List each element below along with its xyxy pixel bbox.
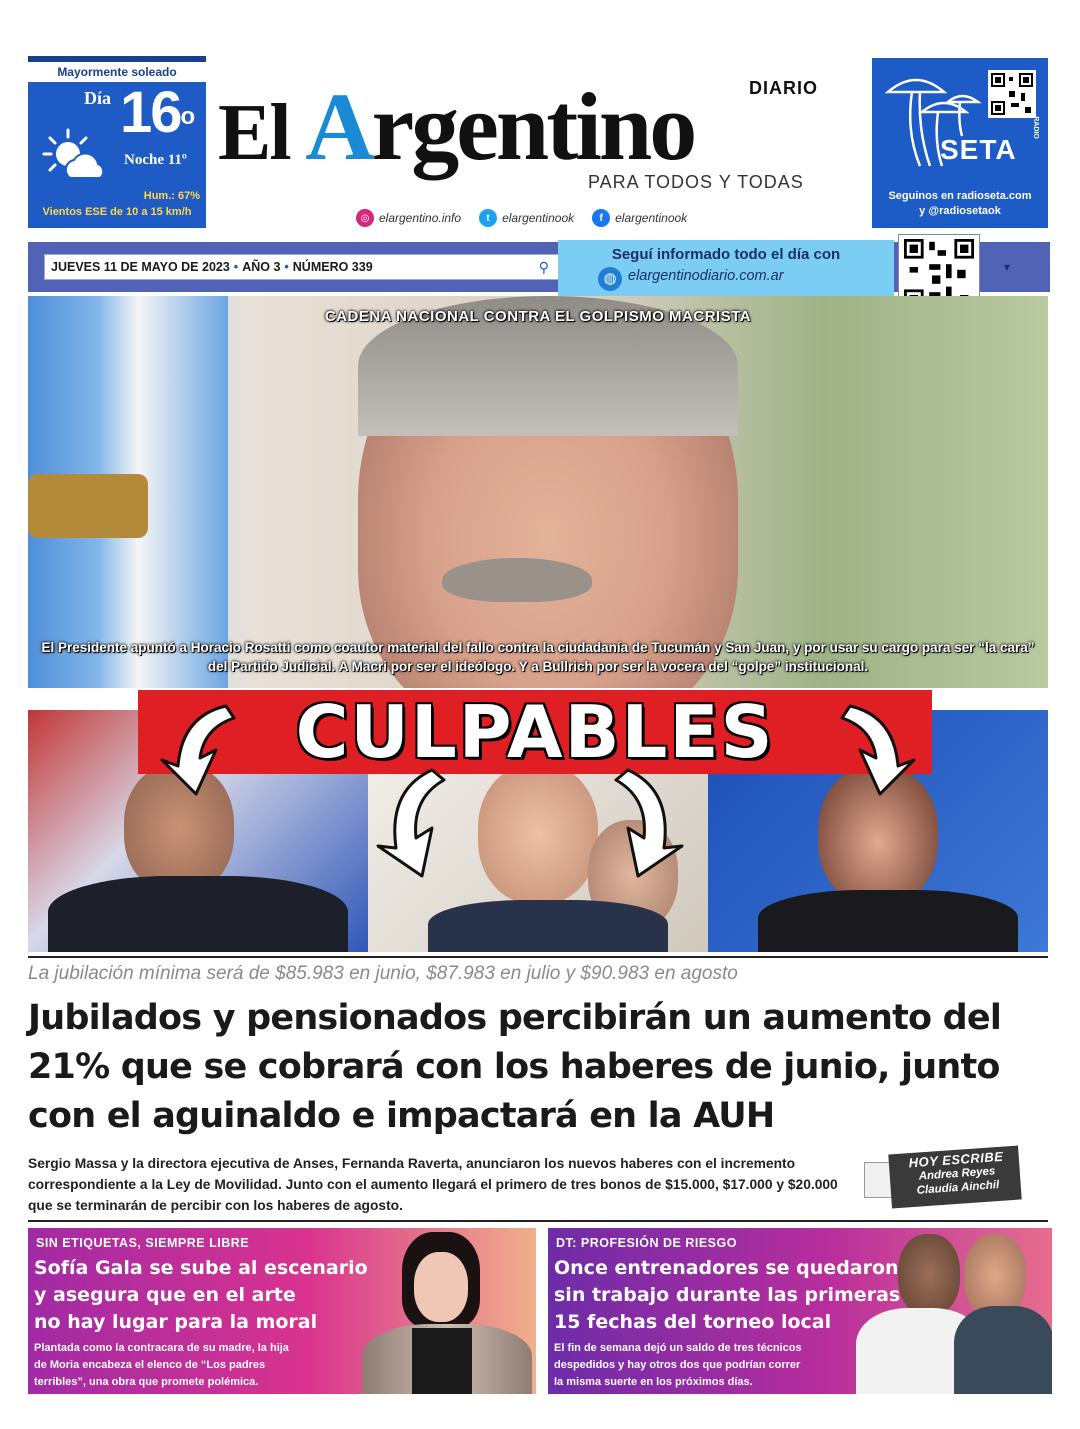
issue-number: NÚMERO 339	[292, 260, 373, 274]
weather-day-label: Día	[84, 88, 111, 108]
curved-arrow-icon	[616, 770, 682, 876]
weather-panel	[28, 82, 206, 228]
weather-box	[28, 56, 206, 228]
hoy-escribe-text	[895, 1148, 1020, 1199]
arrow-icons	[28, 690, 1048, 952]
brand-diario: DIARIO	[749, 78, 818, 98]
weather-humidity: Hum.: 67%	[143, 190, 200, 202]
date-bar	[28, 242, 1050, 292]
weather-night: Noche 11º	[124, 152, 187, 168]
social-facebook[interactable]	[592, 207, 687, 229]
flag-tassel	[28, 474, 148, 538]
brand-rest: rgentino	[371, 73, 695, 180]
teaser-entrenadores[interactable]	[548, 1228, 1052, 1394]
brand-wordmark	[218, 72, 694, 188]
hoy-escribe-box	[860, 1148, 1022, 1210]
social-facebook-label: elargentinook	[615, 211, 688, 225]
main-story-pretitle: La jubilación mínima será de $85.983 en junio, $87.983 en julio y $90.983 en agosto	[28, 963, 738, 984]
instagram-icon: ◎	[356, 209, 374, 227]
main-lead: Sergio Massa y la directora ejecutiva de Anses, Fernanda Raverta, anunciaron los nuevos haberes con el incremento correspondiente a la Ley de Movilidad. Junto con el aumento llegará el primero de tres bonos de $15.000, $17.000 y $20.000 que se terminarán de percibir con los haberes de agosto.	[28, 1156, 838, 1213]
partly-sunny-icon	[40, 126, 110, 186]
sofia-top	[412, 1328, 472, 1394]
chevron-down-icon[interactable]: ▾	[1003, 260, 1010, 274]
dot-separator: •	[284, 260, 289, 274]
brand-a: A	[305, 73, 372, 180]
teaser-title-line: sin trabajo durante las primeras	[554, 1284, 901, 1306]
teaser-title	[34, 1255, 368, 1336]
teaser-title-line: no hay lugar para la moral	[34, 1311, 318, 1333]
brand-el: El	[218, 89, 290, 177]
hero-kicker: CADENA NACIONAL CONTRA EL GOLPISMO MACRISTA	[324, 308, 752, 325]
weather-temp-value: 16	[120, 80, 181, 145]
twitter-icon: t	[479, 209, 497, 227]
weather-wind: Vientos ESE de 10 a 15 km/h	[42, 206, 192, 218]
teaser-title	[554, 1255, 900, 1336]
teaser-text-line: Plantada como la contracara de su madre, la hija	[34, 1342, 289, 1354]
main-headline[interactable]: Jubilados y pensionados percibirán un aumento del 21% que se cobrará con los haberes de junio, junto con el aguinaldo e impactará en la AUH	[28, 998, 1002, 1136]
curved-arrow-icon	[378, 770, 444, 876]
teaser-kicker: DT: PROFESIÓN DE RIESGO	[556, 1236, 737, 1250]
teaser-title-line: Once entrenadores se quedaron	[554, 1257, 899, 1279]
teaser-text-line: terribles”, una obra que promete polémica.	[34, 1376, 259, 1388]
dot-separator: •	[233, 260, 239, 274]
date-search-field[interactable]	[44, 254, 560, 280]
globe-icon: ◍	[598, 267, 622, 291]
teaser-text-line: despedidos y hay otros dos que podrían correr	[554, 1359, 801, 1371]
teaser-title-line: Sofía Gala se sube al escenario	[34, 1257, 368, 1279]
hero-photo[interactable]	[28, 296, 1048, 688]
teaser-kicker: SIN ETIQUETAS, SIEMPRE LIBRE	[36, 1236, 250, 1250]
section-divider	[28, 956, 1048, 958]
social-instagram[interactable]	[356, 207, 461, 229]
seta-line2: y @radiosetaok	[919, 205, 1001, 217]
social-twitter[interactable]	[479, 207, 574, 229]
qr-code-icon	[988, 70, 1036, 118]
brand-slogan: PARA TODOS Y TODAS	[588, 172, 804, 192]
follow-web-banner[interactable]	[558, 240, 894, 296]
issue-date: JUEVES 11 DE MAYO DE 2023	[51, 260, 230, 274]
issue-year: AÑO 3	[242, 260, 281, 274]
sofia-gala-photo	[342, 1228, 536, 1394]
hoy-escribe-label: HOY ESCRIBE	[908, 1148, 1004, 1171]
weather-degree: o	[180, 103, 194, 130]
culpables-section[interactable]	[28, 690, 1048, 952]
section-divider	[28, 1220, 1048, 1222]
facebook-icon: f	[592, 209, 610, 227]
weather-condition: Mayormente soleado	[28, 62, 206, 82]
follow-title: Seguí informado todo el día con	[611, 246, 841, 263]
coach2-body	[954, 1306, 1052, 1394]
writer-name: Andrea Reyes	[918, 1165, 996, 1183]
social-instagram-label: elargentino.info	[379, 211, 462, 225]
teaser-title-line: 15 fechas del torneo local	[554, 1311, 832, 1333]
hero-caption: El Presidente apuntó a Horacio Rosatti como coautor material del fallo contra la ciudadanía de Tucumán y San Juan, y por usar su cargo para ser “la cara” del Partido Judicial. A Macri por ser el ideólogo. Y a Bullrich por ser la vocera del “golpe” institucional.	[41, 640, 1035, 674]
seta-line1: Seguinos en radioseta.com	[888, 190, 1032, 202]
seta-name: SETA	[940, 134, 1017, 165]
teaser-sofia-gala[interactable]	[28, 1228, 536, 1394]
coach1-head	[898, 1234, 960, 1316]
teaser-text	[554, 1340, 802, 1391]
weather-temp-day	[120, 82, 193, 144]
curved-arrow-icon	[162, 706, 234, 794]
social-links	[356, 207, 687, 229]
teaser-text-line: El fin de semana dejó un saldo de tres técnicos	[554, 1342, 802, 1354]
portrait-mustache	[442, 558, 592, 602]
follow-url[interactable]: elargentinodiario.com.ar	[628, 268, 784, 284]
teaser-title-line: y asegura que en el arte	[34, 1284, 296, 1306]
teaser-text	[34, 1340, 289, 1391]
writer-name: Claudia Ainchil	[916, 1179, 1000, 1197]
teaser-text-line: la misma suerte en los próximos días.	[554, 1376, 753, 1388]
culpables-word: CULPABLES	[295, 690, 775, 774]
seta-radio-ad[interactable]	[872, 58, 1048, 228]
social-twitter-label: elargentinook	[502, 211, 575, 225]
sofia-face	[414, 1252, 468, 1322]
search-icon[interactable]: ⚲	[538, 259, 549, 275]
teaser-text-line: de Moria encabeza el elenco de “Los padres	[34, 1359, 266, 1371]
masthead-logo[interactable]	[218, 64, 858, 204]
seta-radio-label: RADIO	[1031, 116, 1039, 139]
curved-arrow-icon	[842, 706, 914, 794]
